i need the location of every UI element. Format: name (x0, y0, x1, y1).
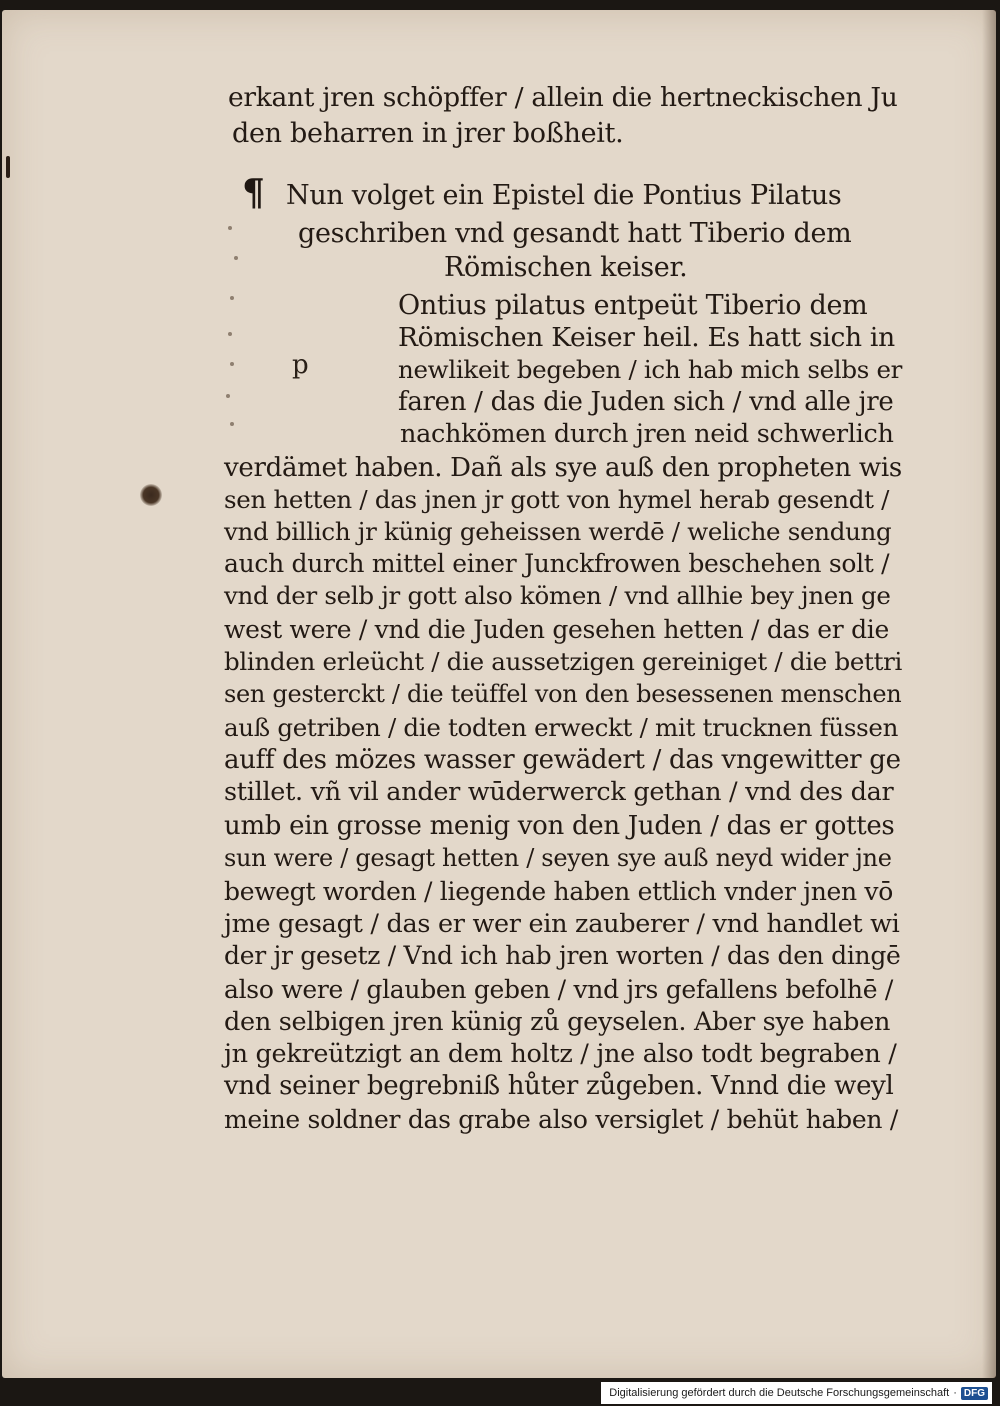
dfg-logo-icon: DFG (961, 1387, 988, 1400)
text-line: vnd der selb jr gott also kömen / vnd allhie bey jnen ge (224, 581, 891, 610)
text-line: jme gesagt / das er wer ein zauberer / vnd handlet wi (224, 909, 900, 939)
text-line: faren / das die Juden sich / vnd alle jre (398, 387, 894, 417)
text-line: west were / vnd die Juden gesehen hetten / das er die (224, 615, 889, 644)
funding-footer (601, 1382, 992, 1404)
heading-line: Nun volget ein Epistel die Pontius Pilatus (286, 180, 842, 211)
text-line: auff des mözes wasser gewädert / das vngewitter ge (224, 745, 901, 775)
text-line: meine soldner das grabe also versiglet / behüt haben / (224, 1105, 898, 1134)
text-line: sen hetten / das jnen jr gott von hymel herab gesendt / (224, 485, 890, 514)
text-line: newlikeit begeben / ich hab mich selbs er (398, 355, 903, 384)
text-line: sen gesterckt / die teüffel von den besessenen menschen (224, 680, 902, 708)
text-line: der jr gesetz / Vnd ich hab jren worten / das den dingē (224, 941, 901, 970)
text-line: vnd billich jr künig geheissen werdē / weliche sendung (224, 517, 892, 546)
pilcrow-mark: ¶ (242, 172, 265, 214)
text-block (2, 10, 996, 1378)
text-line: also were / glauben geben / vnd jrs gefallens befolhē / (224, 975, 893, 1004)
text-line: sun were / gesagt hetten / seyen sye auß neyd wider jne (224, 844, 892, 872)
text-line: Ontius pilatus entpeüt Tiberio dem (398, 290, 868, 321)
text-line: blinden erleücht / die aussetzigen gereiniget / die bettri (224, 647, 903, 676)
text-line: auch durch mittel einer Junckfrowen beschehen solt / (224, 549, 890, 578)
text-line: nachkömen durch jren neid schwerlich (400, 419, 894, 449)
text-line: verdämet haben. Dañ als sye auß den propheten wis (224, 453, 902, 483)
heading-line: Römischen keiser. (444, 252, 688, 283)
text-line: auß getriben / die todten erweckt / mit trucknen füssen (224, 713, 899, 742)
text-line: stillet. vñ vil ander wūderwerck gethan / vnd des dar (224, 777, 894, 807)
text-line: vnd seiner begrebniß hůter zůgeben. Vnnd die weyl (224, 1071, 894, 1101)
text-line: umb ein grosse menig von den Juden / das er gottes (224, 811, 895, 841)
footer-separator: · (953, 1387, 957, 1399)
text-line: jn gekreützigt an dem holtz / jne also todt begraben / (224, 1039, 897, 1069)
text-line: Römischen Keiser heil. Es hatt sich in (398, 322, 895, 353)
guide-letter: p (292, 350, 309, 380)
book-page (2, 10, 996, 1378)
footer-text: Digitalisierung gefördert durch die Deutsche Forschungsgemeinschaft (609, 1387, 950, 1399)
text-line: den beharren in jrer boßheit. (232, 118, 624, 149)
text-line: den selbigen jren künig zů geyselen. Aber sye haben (224, 1007, 891, 1037)
text-line: erkant jren schöpffer / allein die hertneckischen Ju (228, 82, 898, 113)
heading-line: geschriben vnd gesandt hatt Tiberio dem (298, 218, 852, 249)
text-line: bewegt worden / liegende haben ettlich vnder jnen vō (224, 877, 894, 906)
